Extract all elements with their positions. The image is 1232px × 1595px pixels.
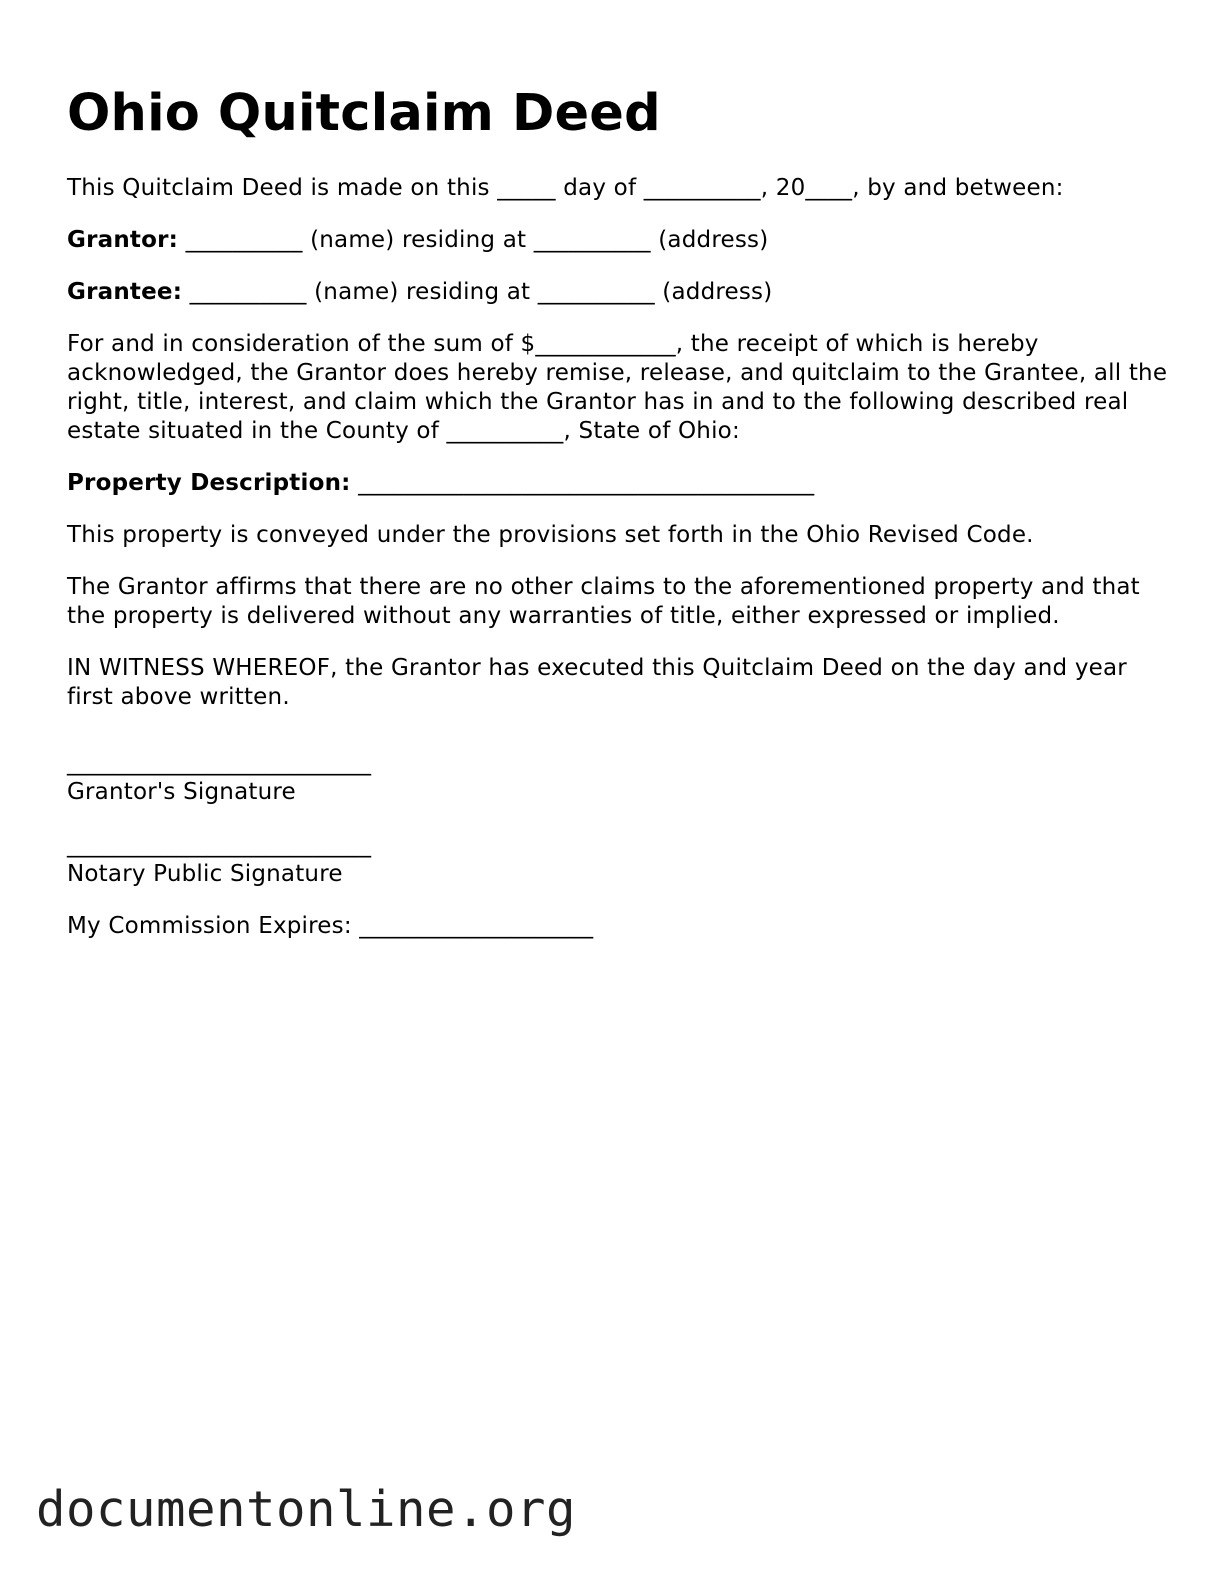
grantor-signature-line: __________________________ [67, 750, 372, 776]
witness-paragraph: IN WITNESS WHEREOF, the Grantor has executed this Quitclaim Deed on the day and year first above written. [67, 655, 1127, 710]
watermark-text: documentonline.org [36, 1481, 577, 1538]
grantor-signature-block [67, 749, 1177, 807]
affirmation-paragraph: The Grantor affirms that there are no other claims to the aforementioned property and that the property is delivered without any warranties of title, either expressed or implied. [67, 574, 1140, 629]
provisions-paragraph: This property is conveyed under the provisions set forth in the Ohio Revised Code. [67, 522, 1034, 548]
grantor-line [67, 226, 1177, 255]
commission-expires-line: My Commission Expires: ____________________ [67, 913, 594, 939]
notary-signature-label: Notary Public Signature [67, 861, 343, 887]
grantor-label: Grantor: [67, 227, 179, 253]
property-description-label: Property Description: [67, 470, 351, 496]
property-description-line [67, 469, 1177, 498]
grantor-signature-label: Grantor's Signature [67, 779, 296, 805]
property-description-blank: _______________________________________ [350, 470, 815, 496]
notary-signature-line: __________________________ [67, 832, 372, 858]
grantee-label: Grantee: [67, 279, 183, 305]
intro-paragraph: This Quitclaim Deed is made on this _____ day of __________, 20____, by and between: [67, 175, 1064, 201]
notary-signature-block [67, 831, 1177, 889]
grantor-details: __________ (name) residing at __________ (address) [178, 227, 769, 253]
deed-document [67, 84, 1177, 964]
consideration-paragraph: For and in consideration of the sum of $____________, the receipt of which is hereby acknowledged, the Grantor does hereby remise, release, and quitclaim to the Grantee, all the right, title, interest, and claim which the Grantor has in and to the following described real estate situated in the County of __________, State of Ohio: [67, 331, 1168, 444]
grantee-line [67, 278, 1177, 307]
document-title: Ohio Quitclaim Deed [67, 84, 661, 143]
grantee-details: __________ (name) residing at __________ (address) [182, 279, 773, 305]
